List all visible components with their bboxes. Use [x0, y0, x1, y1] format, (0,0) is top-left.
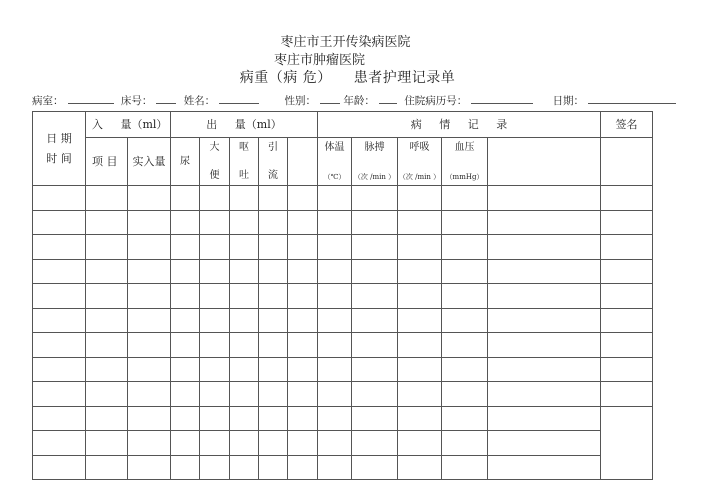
- table-cell[interactable]: [33, 235, 86, 260]
- table-cell[interactable]: [200, 210, 230, 235]
- date-field[interactable]: [588, 94, 676, 104]
- table-cell[interactable]: [442, 259, 488, 284]
- table-cell[interactable]: [171, 284, 200, 309]
- table-cell[interactable]: [33, 284, 86, 309]
- table-cell[interactable]: [33, 259, 86, 284]
- table-cell[interactable]: [259, 235, 288, 260]
- form-title-left: 病重（病 危）: [239, 70, 332, 86]
- table-cell[interactable]: [33, 186, 86, 211]
- table-cell[interactable]: [288, 333, 318, 358]
- condition-group-header: 病 情 记 录: [318, 112, 601, 138]
- table-cell[interactable]: [488, 235, 601, 260]
- table-cell[interactable]: [442, 406, 488, 431]
- table-row: [33, 357, 653, 382]
- table-cell[interactable]: [352, 455, 398, 480]
- table-cell[interactable]: [86, 406, 128, 431]
- table-cell[interactable]: [200, 333, 230, 358]
- table-cell[interactable]: [230, 284, 259, 309]
- patient-info-line: [32, 93, 680, 108]
- table-cell[interactable]: [288, 382, 318, 407]
- table-row: [33, 235, 653, 260]
- output-vomit-header: 呕 吐: [230, 138, 259, 186]
- table-cell[interactable]: [171, 431, 200, 456]
- table-cell[interactable]: [318, 308, 352, 333]
- table-cell[interactable]: [259, 431, 288, 456]
- table-cell[interactable]: [442, 308, 488, 333]
- table-cell[interactable]: [230, 210, 259, 235]
- table-cell[interactable]: [128, 259, 171, 284]
- table-cell[interactable]: [128, 455, 171, 480]
- table-cell[interactable]: [230, 259, 259, 284]
- table-cell[interactable]: [398, 235, 442, 260]
- table-cell[interactable]: [398, 308, 442, 333]
- table-cell[interactable]: [171, 210, 200, 235]
- admission-no-label: 住院病历号：: [404, 95, 468, 107]
- output-stool-header: 大 便: [200, 138, 230, 186]
- table-cell[interactable]: [230, 406, 259, 431]
- table-cell[interactable]: [288, 308, 318, 333]
- signature-cell[interactable]: [601, 357, 653, 382]
- intake-group-header: 入 量（ml）: [86, 112, 171, 138]
- table-cell[interactable]: [352, 333, 398, 358]
- table-cell[interactable]: [442, 284, 488, 309]
- table-cell[interactable]: [318, 333, 352, 358]
- table-cell[interactable]: [86, 235, 128, 260]
- table-cell[interactable]: [318, 357, 352, 382]
- table-row: [33, 406, 653, 431]
- table-cell[interactable]: [171, 382, 200, 407]
- table-cell[interactable]: [259, 382, 288, 407]
- bed-label: 床号：: [120, 95, 153, 107]
- table-cell[interactable]: [128, 210, 171, 235]
- pulse-header: 脉搏 （次 /min ）: [352, 138, 398, 186]
- table-cell[interactable]: [442, 333, 488, 358]
- nursing-record-table: [32, 111, 653, 480]
- table-cell[interactable]: [230, 357, 259, 382]
- table-cell[interactable]: [488, 406, 601, 431]
- age-label: 年龄：: [343, 95, 375, 107]
- table-cell[interactable]: [171, 259, 200, 284]
- table-cell[interactable]: [86, 431, 128, 456]
- table-cell[interactable]: [398, 455, 442, 480]
- signature-cell[interactable]: [601, 186, 653, 211]
- output-blank-header: [288, 138, 318, 186]
- condition-notes-header: [488, 138, 601, 186]
- table-cell[interactable]: [128, 235, 171, 260]
- table-cell[interactable]: [200, 406, 230, 431]
- table-cell[interactable]: [128, 186, 171, 211]
- table-cell[interactable]: [128, 431, 171, 456]
- ward-field[interactable]: [68, 94, 114, 104]
- table-cell[interactable]: [352, 357, 398, 382]
- table-cell[interactable]: [288, 235, 318, 260]
- table-cell[interactable]: [86, 186, 128, 211]
- signature-cell[interactable]: [601, 308, 653, 333]
- table-row: [33, 259, 653, 284]
- admission-no-field[interactable]: [471, 94, 533, 104]
- table-cell[interactable]: [200, 259, 230, 284]
- output-group-header: 出 量（ml）: [171, 112, 318, 138]
- table-cell[interactable]: [259, 308, 288, 333]
- table-cell[interactable]: [288, 406, 318, 431]
- table-cell[interactable]: [259, 333, 288, 358]
- table-cell[interactable]: [352, 431, 398, 456]
- table-row: [33, 431, 653, 456]
- ward-label: 病室：: [32, 95, 64, 107]
- table-cell[interactable]: [398, 186, 442, 211]
- table-cell[interactable]: [318, 455, 352, 480]
- table-cell[interactable]: [318, 431, 352, 456]
- table-cell[interactable]: [259, 259, 288, 284]
- table-cell[interactable]: [398, 284, 442, 309]
- table-cell[interactable]: [442, 357, 488, 382]
- table-cell[interactable]: [128, 284, 171, 309]
- table-row: [33, 382, 653, 407]
- name-label: 姓名：: [183, 95, 216, 107]
- table-cell[interactable]: [33, 210, 86, 235]
- intake-actual-header: 实入量: [128, 138, 171, 186]
- signature-cell[interactable]: [601, 210, 653, 235]
- datetime-header: 日 期 时 间: [33, 112, 86, 186]
- signature-cell-merged[interactable]: [601, 406, 653, 480]
- form-title-right: 患者护理记录单: [353, 70, 456, 86]
- table-cell[interactable]: [318, 235, 352, 260]
- table-cell[interactable]: [171, 455, 200, 480]
- table-cell[interactable]: [128, 382, 171, 407]
- table-cell[interactable]: [398, 259, 442, 284]
- table-cell[interactable]: [288, 357, 318, 382]
- form-title: [0, 67, 701, 87]
- table-row: [33, 186, 653, 211]
- age-field[interactable]: [379, 94, 397, 104]
- table-cell[interactable]: [200, 382, 230, 407]
- intake-item-header: 项 目: [86, 138, 128, 186]
- table-cell[interactable]: [230, 308, 259, 333]
- table-cell[interactable]: [171, 406, 200, 431]
- signature-subheader: [601, 138, 653, 186]
- table-cell[interactable]: [128, 333, 171, 358]
- table-cell[interactable]: [442, 186, 488, 211]
- table-cell[interactable]: [33, 357, 86, 382]
- table-cell[interactable]: [398, 382, 442, 407]
- signature-cell[interactable]: [601, 333, 653, 358]
- table-cell[interactable]: [86, 284, 128, 309]
- table-cell[interactable]: [288, 210, 318, 235]
- sex-label: 性别：: [284, 95, 317, 107]
- table-cell[interactable]: [288, 259, 318, 284]
- table-cell[interactable]: [318, 259, 352, 284]
- table-cell[interactable]: [33, 333, 86, 358]
- table-row: [33, 333, 653, 358]
- hospital-name-1: 枣庄市王开传染病医院: [280, 35, 411, 50]
- table-cell[interactable]: [488, 284, 601, 309]
- table-cell[interactable]: [398, 357, 442, 382]
- table-cell[interactable]: [352, 382, 398, 407]
- table-cell[interactable]: [488, 259, 601, 284]
- table-cell[interactable]: [200, 308, 230, 333]
- table-cell[interactable]: [33, 406, 86, 431]
- table-cell[interactable]: [128, 357, 171, 382]
- table-cell[interactable]: [318, 382, 352, 407]
- table-cell[interactable]: [259, 186, 288, 211]
- table-cell[interactable]: [200, 455, 230, 480]
- table-cell[interactable]: [488, 455, 601, 480]
- table-row: [33, 455, 653, 480]
- table-cell[interactable]: [288, 186, 318, 211]
- table-cell[interactable]: [442, 210, 488, 235]
- table-cell[interactable]: [352, 186, 398, 211]
- table-row: [33, 308, 653, 333]
- table-cell[interactable]: [33, 382, 86, 407]
- table-cell[interactable]: [259, 210, 288, 235]
- signature-header: 签名: [601, 112, 653, 138]
- table-cell[interactable]: [352, 308, 398, 333]
- table-cell[interactable]: [318, 284, 352, 309]
- table-cell[interactable]: [200, 235, 230, 260]
- table-cell[interactable]: [288, 431, 318, 456]
- table-cell[interactable]: [230, 455, 259, 480]
- sex-field[interactable]: [320, 94, 340, 104]
- table-cell[interactable]: [33, 431, 86, 456]
- bed-field[interactable]: [156, 94, 176, 104]
- table-cell[interactable]: [488, 382, 601, 407]
- table-cell[interactable]: [200, 284, 230, 309]
- table-cell[interactable]: [352, 235, 398, 260]
- table-cell[interactable]: [488, 308, 601, 333]
- table-cell[interactable]: [352, 210, 398, 235]
- table-cell[interactable]: [230, 431, 259, 456]
- table-cell[interactable]: [259, 357, 288, 382]
- table-cell[interactable]: [442, 431, 488, 456]
- table-cell[interactable]: [398, 333, 442, 358]
- table-cell[interactable]: [128, 406, 171, 431]
- table-cell[interactable]: [171, 186, 200, 211]
- table-row: [33, 210, 653, 235]
- table-cell[interactable]: [230, 333, 259, 358]
- table-cell[interactable]: [352, 284, 398, 309]
- hospital-name-2: 枣庄市肿瘤医院: [273, 53, 365, 68]
- table-cell[interactable]: [352, 406, 398, 431]
- table-cell[interactable]: [442, 455, 488, 480]
- output-drain-header: 引 流: [259, 138, 288, 186]
- table-cell[interactable]: [86, 308, 128, 333]
- signature-cell[interactable]: [601, 259, 653, 284]
- table-cell[interactable]: [86, 259, 128, 284]
- signature-cell[interactable]: [601, 235, 653, 260]
- table-cell[interactable]: [488, 333, 601, 358]
- table-cell[interactable]: [86, 455, 128, 480]
- table-cell[interactable]: [171, 308, 200, 333]
- table-cell[interactable]: [171, 333, 200, 358]
- table-cell[interactable]: [200, 186, 230, 211]
- name-field[interactable]: [219, 94, 259, 104]
- table-cell[interactable]: [488, 431, 601, 456]
- table-cell[interactable]: [33, 455, 86, 480]
- table-cell[interactable]: [230, 186, 259, 211]
- table-cell[interactable]: [200, 357, 230, 382]
- table-cell[interactable]: [318, 210, 352, 235]
- table-cell[interactable]: [442, 382, 488, 407]
- table-cell[interactable]: [128, 308, 171, 333]
- table-cell[interactable]: [259, 455, 288, 480]
- respiration-header: 呼吸 （次 /min ）: [398, 138, 442, 186]
- date-label: 日期：: [552, 95, 585, 107]
- table-cell[interactable]: [86, 357, 128, 382]
- table-cell[interactable]: [33, 308, 86, 333]
- table-cell[interactable]: [288, 455, 318, 480]
- table-cell[interactable]: [171, 357, 200, 382]
- table-cell[interactable]: [230, 382, 259, 407]
- table-cell[interactable]: [259, 406, 288, 431]
- table-cell[interactable]: [488, 186, 601, 211]
- table-cell[interactable]: [398, 406, 442, 431]
- table-cell[interactable]: [488, 210, 601, 235]
- signature-cell[interactable]: [601, 382, 653, 407]
- table-cell[interactable]: [259, 284, 288, 309]
- table-cell[interactable]: [86, 210, 128, 235]
- table-cell[interactable]: [318, 406, 352, 431]
- table-cell[interactable]: [230, 235, 259, 260]
- output-urine-header: 尿: [171, 138, 200, 186]
- table-cell[interactable]: [352, 259, 398, 284]
- table-cell[interactable]: [86, 382, 128, 407]
- table-row: [33, 284, 653, 309]
- table-cell[interactable]: [442, 235, 488, 260]
- table-cell[interactable]: [200, 431, 230, 456]
- signature-cell[interactable]: [601, 284, 653, 309]
- table-cell[interactable]: [398, 210, 442, 235]
- table-cell[interactable]: [318, 186, 352, 211]
- blood-pressure-header: 血压 （mmHg）: [442, 138, 488, 186]
- table-cell[interactable]: [398, 431, 442, 456]
- table-cell[interactable]: [488, 357, 601, 382]
- table-cell[interactable]: [288, 284, 318, 309]
- table-cell[interactable]: [171, 235, 200, 260]
- temperature-header: 体温 （℃）: [318, 138, 352, 186]
- table-cell[interactable]: [86, 333, 128, 358]
